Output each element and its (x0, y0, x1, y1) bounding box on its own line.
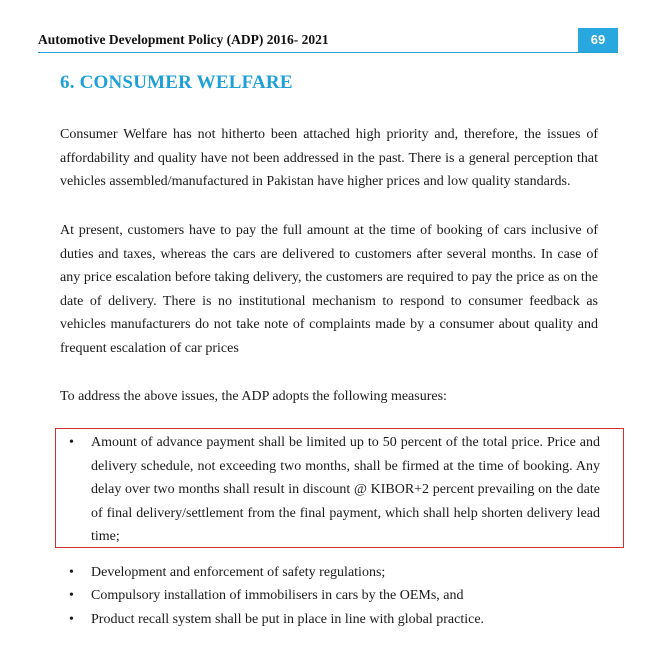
paragraph-current-practice: At present, customers have to pay the full amount at the time of booking of cars inclusive of duties and taxes, whereas the cars are delivered to customers after several months. In case of any price escalation before taking delivery, the customers are required to pay the price as on the date of delivery. There is no institutional mechanism to respond to consumer feedback as vehicles manufacturers do not take note of complaints made by a consumer about quality and frequent escalation of car prices (60, 223, 598, 356)
section-title: 6. CONSUMER WELFARE (60, 72, 293, 93)
list-item-advance-payment: • Amount of advance payment shall be limited up to 50 percent of the total price. Price and delivery schedule, not exceeding two months, shall be firmed at the time of booking. Any delay over two months shall result in discount @ KIBOR+2 percent prevailing on the date of final delivery/settlement from the final payment, which shall help shorten delivery lead time; (60, 431, 600, 549)
document-title: Automotive Development Policy (ADP) 2016- 2021 (38, 32, 329, 47)
page-number-badge: 69 (578, 28, 618, 52)
page-header (38, 30, 618, 53)
list-item-safety-regulations: • Development and enforcement of safety regulations; (60, 561, 600, 585)
list-item-product-recall: • Product recall system shall be put in place in line with global practice. (60, 608, 600, 632)
paragraph-intro: Consumer Welfare has not hitherto been attached high priority and, therefore, the issues of affordability and quality have not been addressed in the past. There is a general perception that vehicles assembled/manufactured in Pakistan have higher prices and low quality standards. (60, 127, 598, 189)
list-item-immobilisers: • Compulsory installation of immobilisers in cars by the OEMs, and (60, 584, 600, 608)
paragraph-measures-lead: To address the above issues, the ADP adopts the following measures: (60, 389, 447, 404)
measures-list (60, 431, 600, 631)
